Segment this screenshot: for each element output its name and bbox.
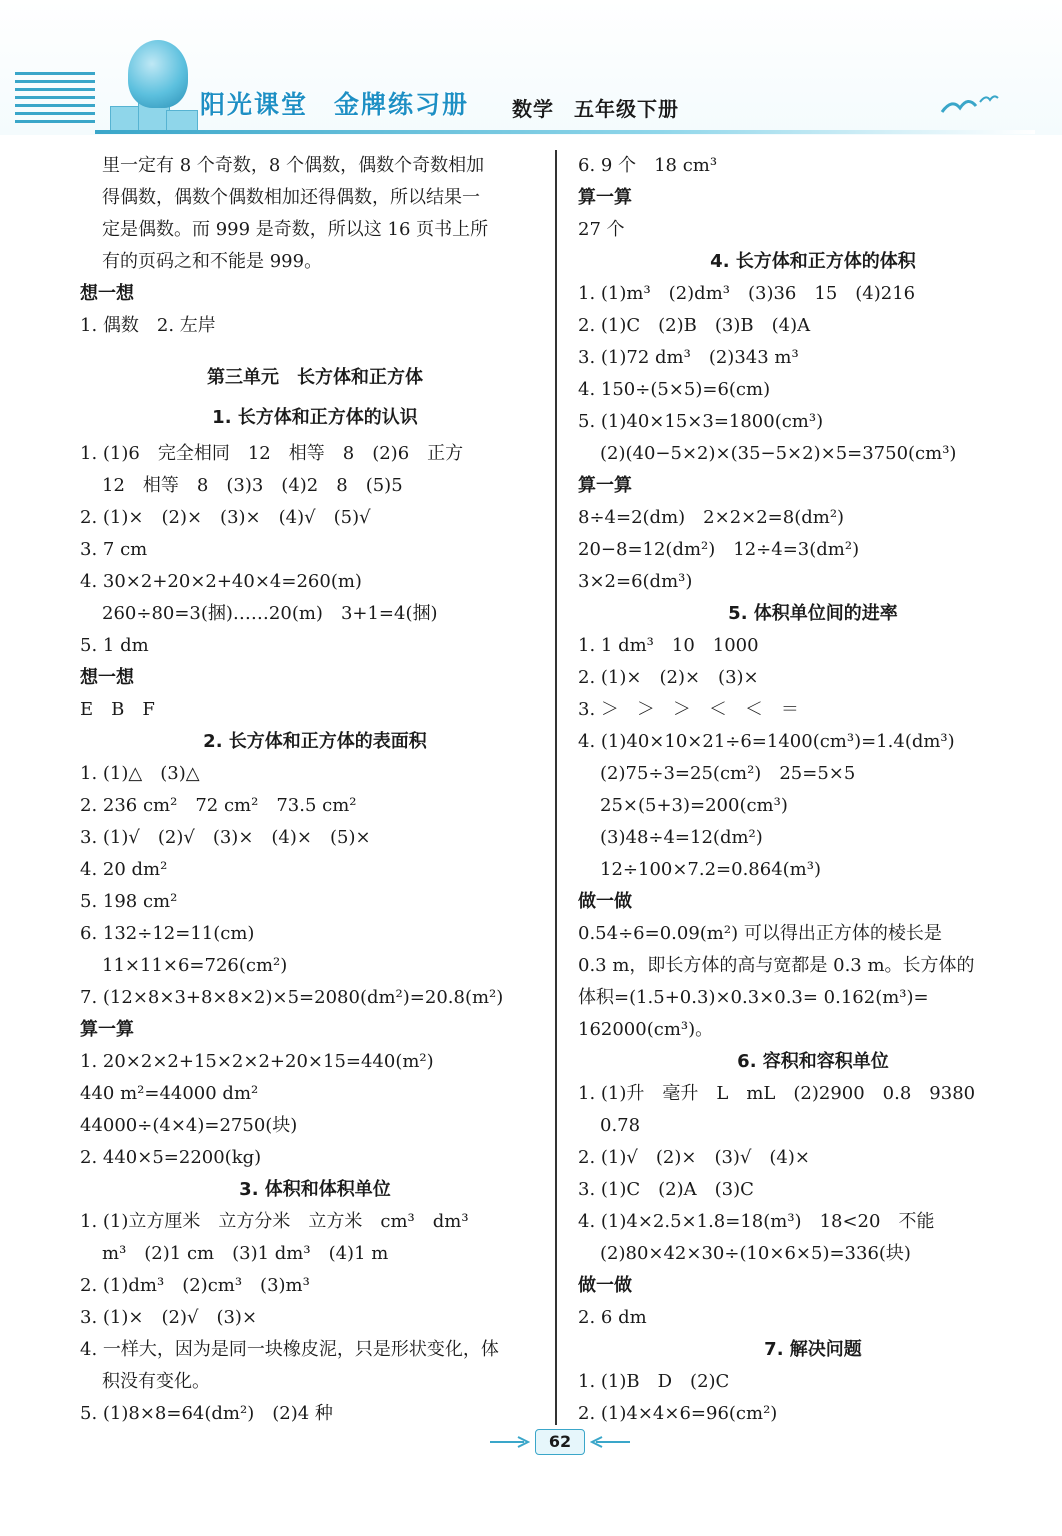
- answer-line: 有的页码之和不能是 999。: [102, 251, 323, 272]
- answer-line: (3)48÷4=12(dm²): [600, 827, 763, 848]
- answer-line: 11×11×6=726(cm²): [102, 955, 288, 976]
- answer-line: 4. (1)4×2.5×1.8=18(m³) 18<20 不能: [578, 1211, 935, 1232]
- subsection-heading: 想一想: [80, 667, 134, 688]
- mascot-icon: [128, 40, 188, 108]
- answer-line: E B F: [80, 699, 155, 720]
- subsection-heading: 做一做: [578, 1275, 632, 1296]
- answer-line: 0.78: [600, 1115, 641, 1136]
- answer-line: 3×2=6(dm³): [578, 571, 693, 592]
- grade: 五年级下册: [574, 97, 679, 121]
- page-header: [0, 0, 1062, 135]
- section-title: 6. 容积和容积单位: [737, 1051, 889, 1072]
- answer-line: 3. (1)C (2)A (3)C: [578, 1179, 754, 1200]
- answer-line: 0.54÷6=0.09(m²) 可以得出正方体的棱长是: [578, 923, 942, 944]
- subsection-heading: 算一算: [578, 475, 632, 496]
- answer-line: 0.3 m，即长方体的高与宽都是 0.3 m。长方体的: [578, 955, 975, 976]
- answer-line: 2. (1)dm³ (2)cm³ (3)m³: [80, 1275, 310, 1296]
- answer-line: 2. 6 dm: [578, 1307, 647, 1328]
- answer-line: 2. (1)C (2)B (3)B (4)A: [578, 315, 811, 336]
- subsection-heading: 算一算: [578, 187, 632, 208]
- answer-line: 2. (1)4×4×6=96(cm²): [578, 1403, 778, 1424]
- subsection-heading: 算一算: [80, 1019, 134, 1040]
- answer-line: 4. 一样大，因为是同一块橡皮泥，只是形状变化，体: [80, 1339, 499, 1360]
- answer-line: 1. (1)6 完全相同 12 相等 8 (2)6 正方: [80, 443, 464, 464]
- answer-line: 5. 1 dm: [80, 635, 149, 656]
- answer-line: 1. (1)升 毫升 L mL (2)2900 0.8 9380: [578, 1083, 976, 1104]
- answer-line: 2. (1)× (2)× (3)×: [578, 667, 759, 688]
- answer-line: 25×(5+3)=200(cm³): [600, 795, 788, 816]
- footer-deco-right-icon: [590, 1435, 630, 1449]
- answer-line: [80, 342, 550, 358]
- section-title: 7. 解决问题: [764, 1339, 862, 1360]
- answer-line: 积没有变化。: [102, 1371, 210, 1392]
- answer-line: 7. (12×8×3+8×8×2)×5=2080(dm²)=20.8(m²): [80, 987, 504, 1008]
- subsection-heading: 做一做: [578, 891, 632, 912]
- section-title: 4. 长方体和正方体的体积: [710, 251, 916, 272]
- header-stripes: [15, 72, 95, 132]
- answer-line: 4. 150÷(5×5)=6(cm): [578, 379, 771, 400]
- answer-line: 5. (1)40×15×3=1800(cm³): [578, 411, 824, 432]
- answer-line: (2)75÷3=25(cm²) 25=5×5: [600, 763, 856, 784]
- answer-line: 1. (1)△ (3)△: [80, 763, 200, 784]
- answer-line: 里一定有 8 个奇数，8 个偶数，偶数个奇数相加: [102, 155, 485, 176]
- answer-line: 12 相等 8 (3)3 (4)2 8 (5)5: [102, 475, 403, 496]
- section-title: 3. 体积和体积单位: [239, 1179, 391, 1200]
- page-number: 62: [535, 1429, 585, 1455]
- answer-line: 5. (1)8×8=64(dm²) (2)4 种: [80, 1403, 333, 1424]
- answer-line: 4. 30×2+20×2+40×4=260(m): [80, 571, 362, 592]
- subject-grade: [512, 93, 679, 122]
- right-column: [578, 150, 1048, 1430]
- section-title: 5. 体积单位间的进率: [728, 603, 898, 624]
- brand-title: [200, 85, 469, 121]
- subsection-heading: 想一想: [80, 283, 134, 304]
- footer-deco-left-icon: [490, 1435, 530, 1449]
- answer-line: 1. (1)B D (2)C: [578, 1371, 730, 1392]
- answer-line: 4. (1)40×10×21÷6=1400(cm³)=1.4(dm³): [578, 731, 955, 752]
- answer-line: 3. (1)72 dm³ (2)343 m³: [578, 347, 799, 368]
- answer-line: 44000÷(4×4)=2750(块): [80, 1115, 298, 1136]
- answer-line: 体积=(1.5+0.3)×0.3×0.3= 0.162(m³)=: [578, 987, 929, 1008]
- answer-line: 3. (1)√ (2)√ (3)× (4)× (5)×: [80, 827, 371, 848]
- answer-line: 8÷4=2(dm) 2×2×2=8(dm²): [578, 507, 845, 528]
- answer-line: m³ (2)1 cm (3)1 dm³ (4)1 m: [102, 1243, 389, 1264]
- answer-line: 6. 132÷12=11(cm): [80, 923, 255, 944]
- section-title: 2. 长方体和正方体的表面积: [203, 731, 427, 752]
- section-title: 第三单元 长方体和正方体: [207, 367, 423, 388]
- answer-line: 6. 9 个 18 cm³: [578, 155, 718, 176]
- subject: 数学: [512, 97, 554, 121]
- answer-line: 20−8=12(dm²) 12÷4=3(dm²): [578, 539, 860, 560]
- answer-line: 2. 236 cm² 72 cm² 73.5 cm²: [80, 795, 357, 816]
- answer-line: 1. (1)m³ (2)dm³ (3)36 15 (4)216: [578, 283, 916, 304]
- answer-line: 2. (1)√ (2)× (3)√ (4)×: [578, 1147, 810, 1168]
- answer-line: 12÷100×7.2=0.864(m³): [600, 859, 821, 880]
- bird-icon: [940, 90, 1000, 120]
- answer-line: 4. 20 dm²: [80, 859, 168, 880]
- answer-line: 定是偶数。而 999 是奇数，所以这 16 页书上所: [102, 219, 489, 240]
- answer-line: 5. 198 cm²: [80, 891, 178, 912]
- brand-part1: 阳光课堂: [200, 90, 309, 119]
- header-rule: [95, 130, 1035, 134]
- answer-line: 得偶数，偶数个偶数相加还得偶数，所以结果一: [102, 187, 480, 208]
- section-title: 1. 长方体和正方体的认识: [212, 407, 418, 428]
- brand-part2: 金牌练习册: [334, 90, 470, 119]
- answer-line: 3. ＞ ＞ ＞ ＜ ＜ ＝: [578, 699, 799, 720]
- answer-line: 260÷80=3(捆)……20(m) 3+1=4(捆): [102, 603, 438, 624]
- answer-line: 1. 偶数 2. 左岸: [80, 315, 216, 336]
- answer-line: (2)80×42×30÷(10×6×5)=336(块): [600, 1243, 911, 1264]
- answer-line: 1. 1 dm³ 10 1000: [578, 635, 759, 656]
- answer-line: 1. 20×2×2+15×2×2+20×15=440(m²): [80, 1051, 434, 1072]
- column-divider: [555, 150, 557, 1425]
- answer-line: 27 个: [578, 219, 625, 240]
- answer-line: 440 m²=44000 dm²: [80, 1083, 259, 1104]
- answer-line: 162000(cm³)。: [578, 1019, 714, 1040]
- page-footer: [490, 1425, 630, 1459]
- answer-line: 2. (1)× (2)× (3)× (4)√ (5)√: [80, 507, 371, 528]
- answer-line: 3. (1)× (2)√ (3)×: [80, 1307, 258, 1328]
- answer-line: 2. 440×5=2200(kg): [80, 1147, 262, 1168]
- answer-line: (2)(40−5×2)×(35−5×2)×5=3750(cm³): [600, 443, 957, 464]
- left-column: [80, 150, 550, 1430]
- answer-line: 3. 7 cm: [80, 539, 148, 560]
- answer-line: 1. (1)立方厘米 立方分米 立方米 cm³ dm³: [80, 1211, 469, 1232]
